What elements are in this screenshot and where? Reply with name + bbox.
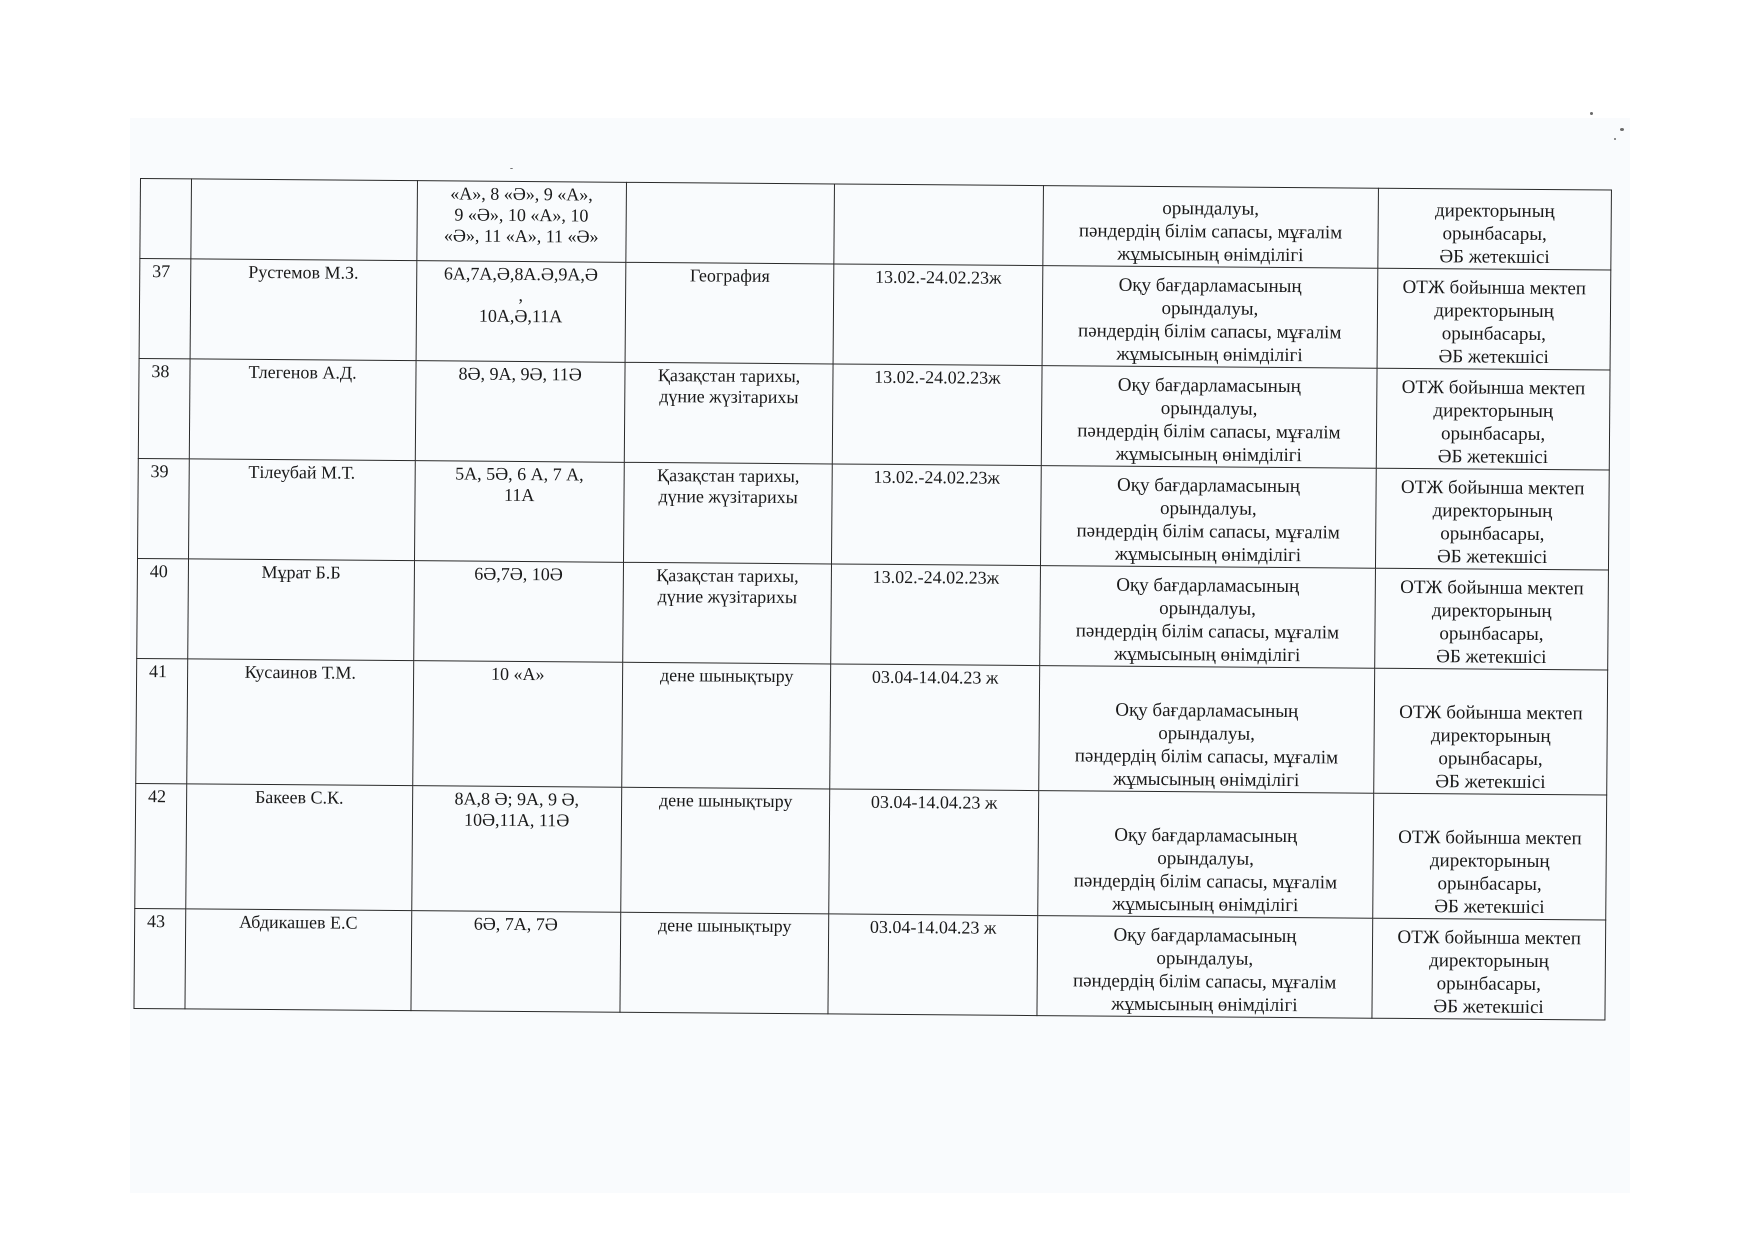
row-number: 41 [136, 658, 188, 783]
teacher-name: Абдикашев Е.С [185, 909, 411, 1011]
classes-cell [415, 361, 625, 463]
responsible-cell-line: ӘБ жетекшісі [1435, 771, 1546, 794]
responsible-cell-line: ӘБ жетекшісі [1437, 446, 1549, 469]
requirement-cell-line: пәндердің білім сапасы, мұғалім [1075, 620, 1340, 644]
classes-cell [412, 661, 622, 788]
requirement-cell-line: жұмысының өнімділігі [1111, 993, 1298, 1017]
responsible-cell-line: директорының [1430, 725, 1551, 748]
classes-cell-line: 11А [503, 484, 535, 506]
period-cell: 13.02.-24.02.23ж [833, 364, 1042, 466]
responsible-cell-line: ОТЖ бойынша мектеп [1402, 276, 1587, 300]
responsible-cell [1372, 918, 1606, 1020]
row-number [140, 179, 191, 259]
requirement-cell-line: Оқу бағдарламасының [1116, 474, 1301, 498]
subject-cell-line: Қазақстан тарихы, [657, 365, 801, 387]
responsible-cell-line: орынбасары, [1440, 523, 1545, 546]
period-cell: 03.04-14.04.23 ж [829, 789, 1038, 916]
subject-cell-line: дене шынықтыру [659, 665, 794, 687]
table-row [140, 179, 1612, 271]
requirement-cell-line: жұмысының өнімділігі [1113, 768, 1300, 792]
subject-cell [620, 912, 829, 1014]
responsible-cell [1377, 268, 1611, 370]
classes-cell [413, 561, 623, 663]
subject-cell-line: Қазақстан тарихы, [656, 565, 799, 587]
row-number: 38 [138, 358, 190, 458]
period-cell: 13.02.-24.02.23ж [831, 564, 1040, 666]
responsible-cell-line: директорының [1434, 200, 1555, 223]
row-number: 37 [139, 259, 191, 359]
subject-cell [624, 362, 833, 464]
subject-cell [621, 787, 830, 914]
period-cell [834, 184, 1043, 266]
classes-cell-line: 10 «А» [490, 663, 545, 685]
requirement-cell [1039, 566, 1375, 669]
subject-cell-line: дүние жүзітарихы [659, 386, 799, 408]
scan-speck [510, 168, 513, 169]
requirement-cell-line: орындалуы, [1162, 198, 1260, 220]
inspection-schedule-table [133, 178, 1611, 1021]
requirement-cell-line: жұмысының өнімділігі [1114, 543, 1302, 567]
subject-cell-line: Қазақстан тарихы, [657, 465, 800, 487]
classes-cell-line: 6Ә,7Ә, 10Ә [474, 563, 563, 585]
subject-cell [622, 662, 831, 789]
requirement-cell-line: пәндердің білім сапасы, мұғалім [1078, 320, 1342, 344]
subject-cell [625, 262, 834, 364]
table-row [137, 558, 1609, 670]
requirement-cell-line: пәндердің білім сапасы, мұғалім [1077, 420, 1341, 444]
subject-cell-line: дене шынықтыру [658, 790, 793, 812]
requirement-cell [1040, 466, 1376, 569]
period-cell: 03.04-14.04.23 ж [830, 664, 1039, 791]
requirement-cell-line: Оқу бағдарламасының [1114, 824, 1298, 848]
requirement-cell [1041, 366, 1377, 469]
classes-cell-line: 6Ә, 7А, 7Ә [473, 913, 558, 935]
responsible-cell-line: ОТЖ бойынша мектеп [1400, 476, 1585, 500]
classes-cell-line: 10Ә,11А, 11Ә [464, 809, 570, 831]
subject-cell [626, 182, 835, 264]
requirement-cell-line: жұмысының өнімділігі [1115, 443, 1302, 467]
responsible-cell-line: директорының [1434, 300, 1554, 323]
requirement-cell [1038, 666, 1374, 794]
row-number: 39 [138, 458, 190, 558]
classes-cell [411, 786, 621, 913]
classes-cell-line: 8Ә, 9А, 9Ә, 11Ә [458, 363, 582, 385]
table-row [135, 783, 1607, 920]
responsible-cell-line: ОТЖ бойынша мектеп [1398, 826, 1582, 850]
requirement-cell [1042, 266, 1378, 369]
classes-cell-line: 9 «Ә», 10 «А», 10 [454, 204, 589, 226]
classes-cell-line: 10А,Ә,11А [478, 305, 563, 327]
requirement-cell-line: орындалуы, [1159, 498, 1257, 520]
requirement-cell-line: жұмысының өнімділігі [1114, 643, 1301, 667]
table-row [136, 658, 1608, 795]
requirement-cell-line: орындалуы, [1160, 398, 1258, 420]
row-number: 43 [134, 908, 186, 1008]
requirement-cell-line: пәндердің білім сапасы, мұғалім [1074, 745, 1339, 769]
responsible-cell-line: директорының [1429, 850, 1550, 873]
subject-cell [623, 462, 832, 564]
responsible-cell-line: ОТЖ бойынша мектеп [1397, 926, 1581, 950]
responsible-cell [1374, 668, 1608, 795]
responsible-cell-line: ӘБ жетекшісі [1434, 896, 1545, 919]
requirement-cell-line: орындалуы, [1158, 723, 1256, 745]
responsible-cell-line: директорының [1433, 400, 1554, 423]
teacher-name [191, 179, 417, 261]
teacher-name: Тлегенов А.Д. [189, 359, 415, 461]
responsible-cell [1378, 188, 1611, 270]
requirement-cell-line: пәндердің білім сапасы, мұғалім [1073, 870, 1338, 894]
responsible-cell-line: ӘБ жетекшісі [1436, 646, 1547, 669]
responsible-cell-line: орынбасары, [1439, 623, 1544, 646]
responsible-cell [1375, 568, 1609, 670]
classes-cell [410, 911, 620, 1013]
responsible-cell-line: орынбасары, [1438, 748, 1543, 771]
classes-cell-line: 6А,7А,Ә,8А.Ә,9А,Ә [443, 263, 599, 285]
period-cell: 13.02.-24.02.23ж [832, 464, 1041, 566]
responsible-cell-line: ОТЖ бойынша мектеп [1401, 376, 1586, 400]
requirement-cell-line: пәндердің білім сапасы, мұғалім [1076, 520, 1340, 544]
requirement-cell-line: орындалуы, [1161, 298, 1259, 320]
requirement-cell [1037, 791, 1373, 919]
classes-cell [416, 181, 626, 263]
responsible-cell-line: орынбасары, [1442, 223, 1547, 246]
responsible-cell-line: ӘБ жетекшісі [1433, 996, 1544, 1019]
requirement-cell [1043, 186, 1379, 269]
responsible-cell-line: ОТЖ бойынша мектеп [1399, 701, 1583, 725]
requirement-cell-line: орындалуы, [1159, 598, 1256, 620]
requirement-cell-line: пәндердің білім сапасы, мұғалім [1072, 970, 1337, 994]
subject-cell-line: дүние жүзітарихы [657, 586, 798, 608]
responsible-cell-line: директорының [1432, 500, 1553, 523]
subject-cell-line: дүние жүзітарихы [658, 486, 798, 508]
requirement-cell-line: орындалуы, [1156, 948, 1254, 970]
requirement-cell-line: Оқу бағдарламасының [1113, 924, 1297, 948]
classes-cell [416, 261, 626, 363]
teacher-name: Рустемов М.З. [190, 259, 416, 361]
responsible-cell [1376, 368, 1610, 470]
subject-cell-line: География [689, 265, 770, 286]
responsible-cell [1376, 468, 1610, 570]
scan-speck [1590, 112, 1593, 115]
teacher-name: Тілеубай М.Т. [188, 459, 414, 561]
classes-cell [414, 461, 624, 563]
responsible-cell-line: директорының [1431, 600, 1552, 623]
requirement-cell-line: Оқу бағдарламасының [1118, 274, 1302, 298]
responsible-cell-line: орынбасары, [1437, 873, 1542, 896]
responsible-cell [1373, 793, 1607, 920]
requirement-cell-line: Оқу бағдарламасының [1115, 699, 1299, 723]
responsible-cell-line: ӘБ жетекшісі [1436, 546, 1548, 569]
row-number: 42 [135, 783, 187, 908]
requirement-cell-line: Оқу бағдарламасының [1116, 574, 1300, 598]
requirement-cell-line: Оқу бағдарламасының [1117, 374, 1301, 398]
responsible-cell-line: орынбасары, [1440, 423, 1546, 446]
classes-cell-line: 5А, 5Ә, 6 А, 7 А, [455, 463, 584, 485]
scan-speck [1614, 138, 1616, 140]
requirement-cell-line: жұмысының өнімділігі [1116, 343, 1303, 367]
responsible-cell-line: ОТЖ бойынша мектеп [1400, 576, 1584, 600]
responsible-cell-line: ӘБ жетекшісі [1439, 246, 1550, 269]
table-row [139, 259, 1611, 371]
responsible-cell-line: орынбасары, [1441, 323, 1547, 346]
responsible-cell-line: ӘБ жетекшісі [1438, 346, 1549, 369]
scan-speck [1620, 128, 1624, 131]
responsible-cell-line: орынбасары, [1436, 973, 1541, 996]
teacher-name: Мұрат Б.Б [188, 559, 414, 661]
subject-cell-line: дене шынықтыру [657, 915, 792, 937]
table-row [138, 358, 1610, 470]
classes-cell-line: 8А,8 Ә; 9А, 9 Ә, [454, 788, 580, 810]
table-body [134, 179, 1611, 1021]
period-cell: 13.02.-24.02.23ж [833, 264, 1042, 366]
subject-cell [623, 562, 832, 664]
row-number: 40 [137, 558, 189, 658]
teacher-name: Кусаинов Т.М. [187, 659, 414, 786]
requirement-cell [1037, 916, 1373, 1019]
classes-cell-line: , [518, 284, 524, 306]
requirement-cell-line: пәндердің білім сапасы, мұғалім [1078, 220, 1343, 244]
classes-cell-line: «Ә», 11 «А», 11 «Ә» [443, 225, 599, 247]
classes-cell-line: «А», 8 «Ә», 9 «А», [450, 183, 593, 205]
requirement-cell-line: орындалуы, [1157, 848, 1255, 870]
responsible-cell-line: директорының [1429, 950, 1549, 973]
table-row [138, 458, 1610, 570]
teacher-name: Бакеев С.К. [186, 784, 413, 911]
period-cell: 03.04-14.04.23 ж [828, 914, 1037, 1016]
requirement-cell-line: жұмысының өнімділігі [1117, 243, 1304, 267]
table-row [134, 908, 1606, 1020]
requirement-cell-line: жұмысының өнімділігі [1112, 893, 1299, 917]
